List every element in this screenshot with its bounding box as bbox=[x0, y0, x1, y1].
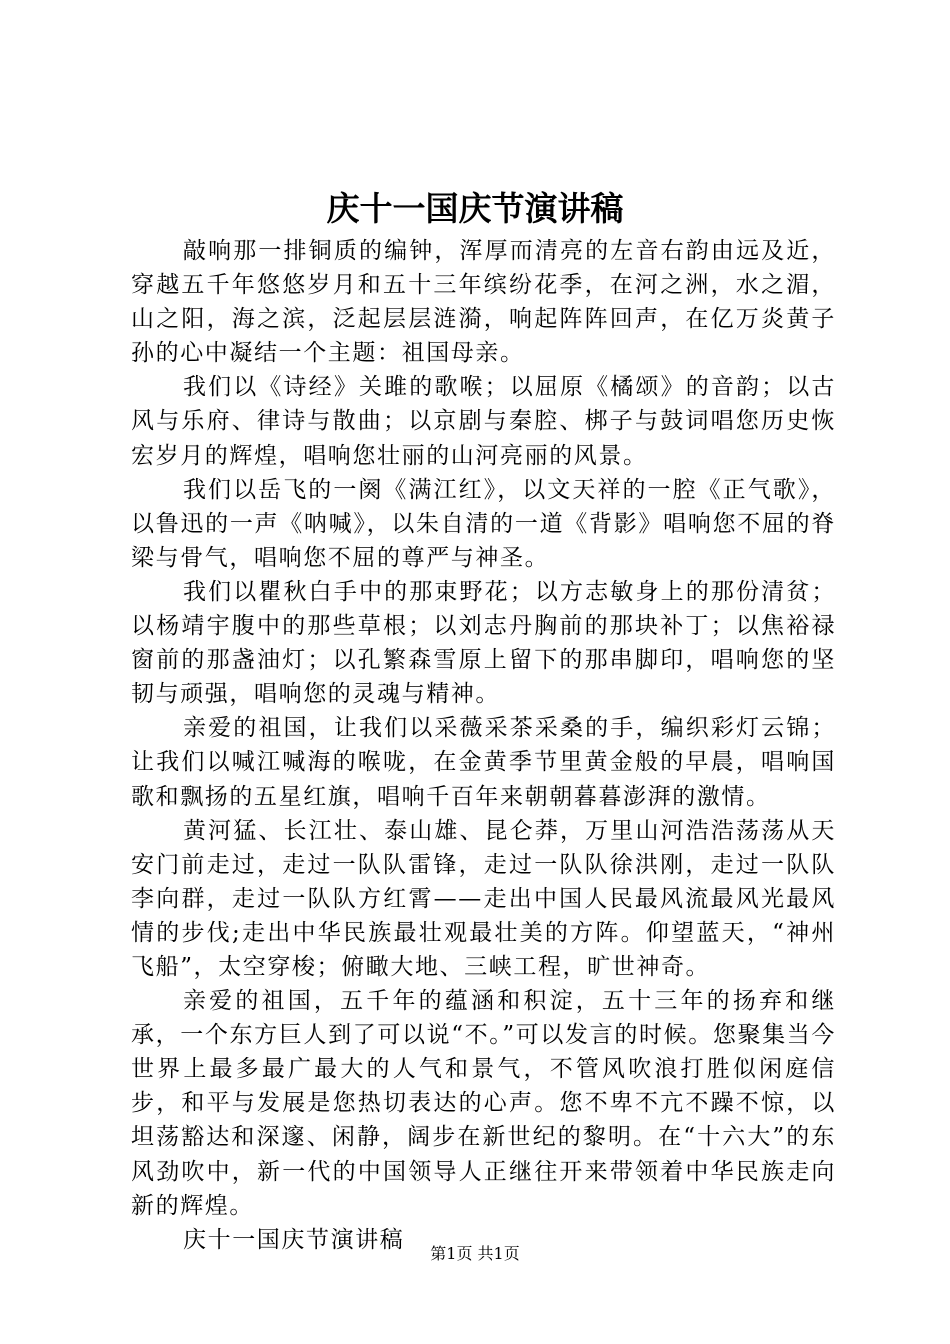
document-body bbox=[131, 234, 836, 1257]
paragraph: 亲爱的祖国，让我们以采薇采茶采桑的手，编织彩灯云锦；让我们以喊江喊海的喉咙，在金黄季节里黄金般的早晨，唱响国歌和飘扬的五星红旗，唱响千百年来朝朝暮暮澎湃的激情。 bbox=[131, 715, 836, 810]
paragraph: 我们以瞿秋白手中的那束野花；以方志敏身上的那份清贫；以杨靖宇腹中的那些草根；以刘志丹胸前的那块补丁；以焦裕禄窗前的那盏油灯；以孔繁森雪原上留下的那串脚印，唱响您的坚韧与顽强，唱响您的灵魂与精神。 bbox=[131, 578, 836, 708]
page-footer: 第1页 共1页 bbox=[430, 1244, 520, 1263]
paragraph: 我们以《诗经》关雎的歌喉；以屈原《橘颂》的音韵；以古风与乐府、律诗与散曲；以京剧与秦腔、梆子与鼓词唱您历史恢宏岁月的辉煌，唱响您壮丽的山河亮丽的风景。 bbox=[131, 374, 836, 469]
closing-title-line: 庆十一国庆节演讲稿 bbox=[183, 1226, 405, 1253]
paragraph: 亲爱的祖国，五千年的蕴涵和积淀，五十三年的扬弃和继承，一个东方巨人到了可以说“不。”可以发言的时候。您聚集当今世界上最多最广最大的人气和景气，不管风吹浪打胜似闲庭信步，和平与发展是您热切表达的心声。您不卑不亢不躁不惊，以坦荡豁达和深邃、闲静，阔步在新世纪的黎明。在“十六大”的东风劲吹中，新一代的中国领导人正继往开来带领着中华民族走向新的辉煌。 bbox=[131, 988, 836, 1219]
paragraph: 黄河猛、长江壮、泰山雄、昆仑莽，万里山河浩浩荡荡从天安门前走过，走过一队队雷锋，走过一队队徐洪刚，走过一队队李向群，走过一队队方红霄——走出中国人民最风流最风光最风情的步伐;走出中华民族最壮观最壮美的方阵。仰望蓝天，“神州飞船”，太空穿梭；俯瞰大地、三峡工程，旷世神奇。 bbox=[131, 817, 836, 980]
paragraph: 敲响那一排铜质的编钟，浑厚而清亮的左音右韵由远及近，穿越五千年悠悠岁月和五十三年缤纷花季，在河之洲，水之湄，山之阳，海之滨，泛起层层涟漪，响起阵阵回声，在亿万炎黄子孙的心中凝结一个主题：祖国母亲。 bbox=[131, 238, 836, 367]
page-title: 庆十一国庆节演讲稿 bbox=[326, 189, 624, 228]
paragraph: 我们以岳飞的一阕《满江红》，以文天祥的一腔《正气歌》，以鲁迅的一声《呐喊》，以朱自清的一道《背影》唱响您不屈的脊梁与骨气，唱响您不屈的尊严与神圣。 bbox=[131, 476, 836, 571]
